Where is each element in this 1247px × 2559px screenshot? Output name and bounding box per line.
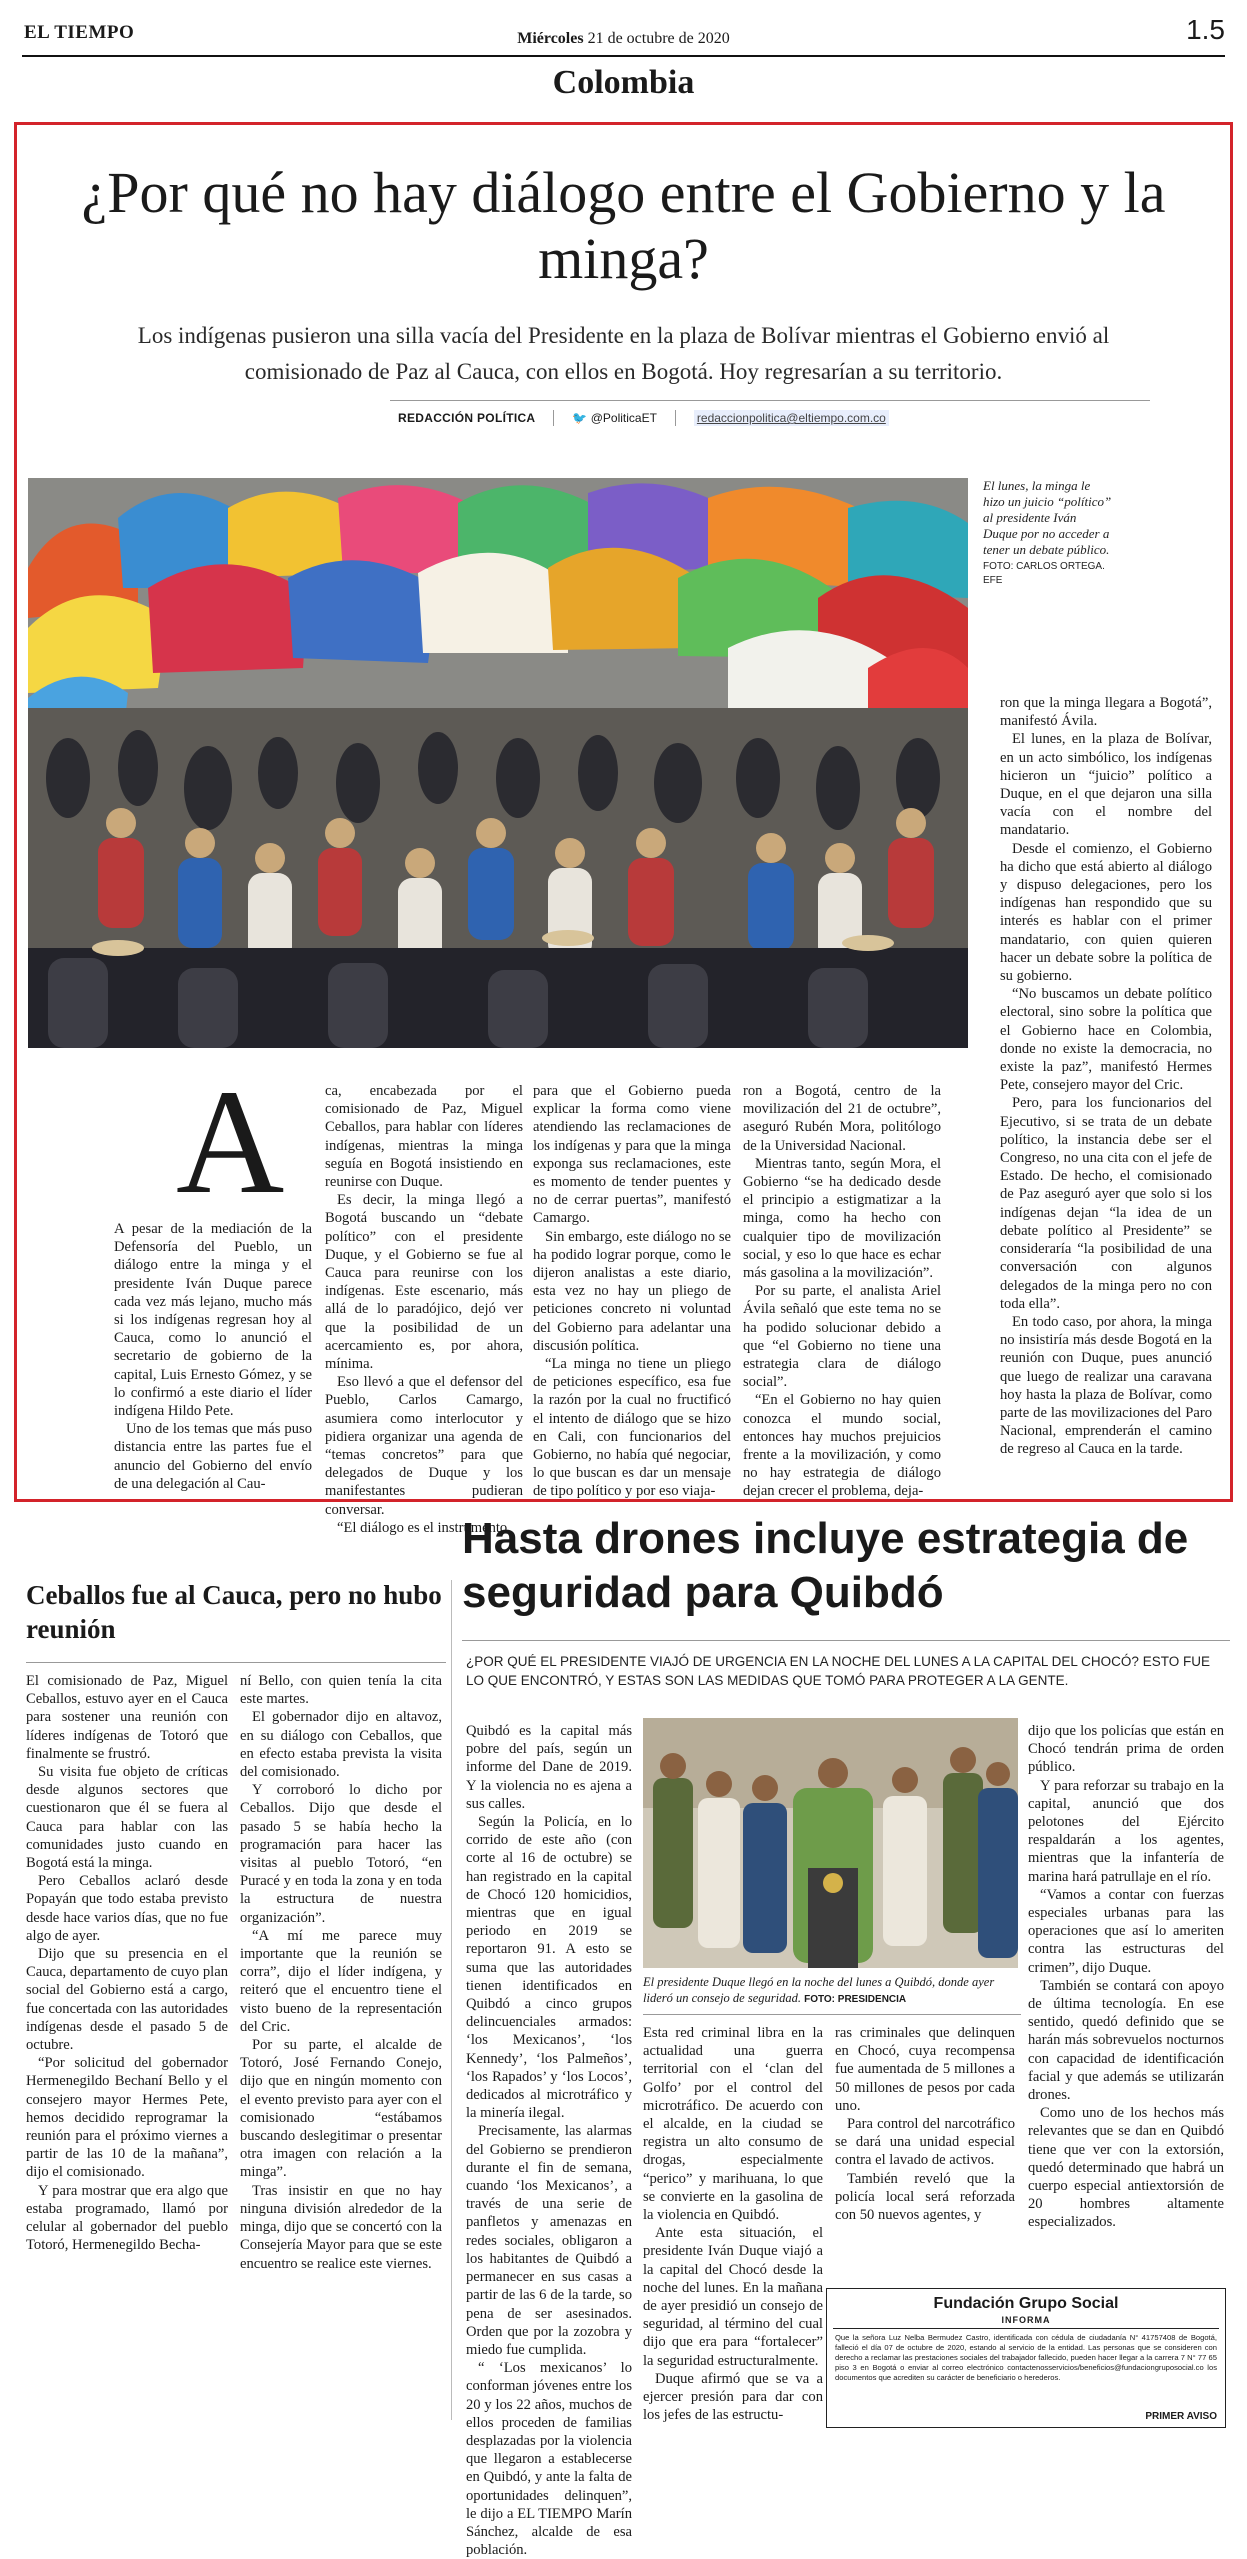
drones-kicker: ¿POR QUÉ EL PRESIDENTE VIAJÓ DE URGENCIA EN LA NOCHE DEL LUNES A LA CAPITAL DEL CHOCÓ? ESTO FUE LO QUE ENCONTRÓ, Y ESTAS SON LAS MEDIDAS QUE TOMÓ PARA PROTEGER A LA GENTE.	[466, 1654, 1210, 1688]
paragraph: “El diálogo es el instrumento	[337, 1519, 508, 1536]
twitter-icon: 🐦	[572, 411, 588, 425]
drones-photo-credit: FOTO: PRESIDENCIA	[804, 1994, 907, 2005]
paragraph: Tras insistir en que no hay ninguna división alrededor de la minga, dijo que se concertó con la Consejería Mayor para que se este encuentro se realice este viernes.	[240, 2182, 442, 2272]
byline-separator	[675, 410, 676, 426]
paragraph: Ante esta situación, el presidente Iván Duque viajó a la capital del Chocó desde la noche del lunes. En la mañana de ayer presidió un consejo de seguridad, al término del cual dijo que era para “fortalecer” la seguridad estructuralmente.	[643, 2225, 823, 2369]
drones-rule	[462, 1640, 1230, 1641]
drones-column-3	[835, 2024, 1015, 2224]
column-divider	[451, 1580, 452, 2420]
dateline	[0, 30, 1247, 48]
main-photo-credit: FOTO: CARLOS ORTEGA. EFE	[983, 561, 1105, 586]
paragraph: El lunes, en la plaza de Bolívar, en un acto simbólico, los indígenas hicieron un “juicio” político a Duque, en el que dejaron una silla vacía con el nombre del mandatario.	[1000, 731, 1212, 839]
paragraph: Por su parte, el alcalde de Totoró, José Fernando Conejo, dijo que en ningún momento con el evento previsto para ayer con el comisionado “estábamos buscando deslegitimar o presentar otra imagen con relación a la minga”.	[240, 2037, 442, 2181]
paragraph: Sin embargo, este diálogo no se ha podido lograr porque, como le dijeron analistas a este diario, esta vez no hay un pliego de peticiones concreto ni voluntad del Gobierno para adelantar una discusión política.	[533, 1228, 731, 1354]
paragraph: Y corroboró lo dicho por Ceballos. Dijo que desde el pasado 5 se había hecho la programación para hacer las visitas al pueblo Totoró, “en Puracé y en toda la zona y en toda la estructura de nuestra organización”.	[240, 1782, 442, 1926]
main-photo-caption-text: El lunes, la minga le hizo un juicio “político” al presidente Iván Duque por no acceder a tener un debate público.	[983, 478, 1112, 557]
paragraph: Y para mostrar que era algo que estaba programado, llamó por celular al gobernador del pueblo Totoró, Hermenegildo Becha-	[26, 2182, 228, 2254]
paragraph: Su visita fue objeto de críticas desde algunos sectores que cuestionaron que él se fuera al Cauca para hablar con las comunidades justo cuando en Bogotá está la minga.	[26, 1764, 228, 1872]
paragraph: para que el Gobierno pueda explicar la forma como viene atendiendo las reclamaciones de los indígenas y para que la minga exponga sus reclamaciones, este es momento de tender puentes y no de cerrar puertas”, manifestó Camargo.	[533, 1083, 731, 1227]
main-column-4	[743, 1082, 941, 1501]
drones-headline: Hasta drones incluye estrategia de seguridad para Quibdó	[462, 1514, 1189, 1617]
header-rule	[22, 55, 1225, 57]
byline-author: REDACCIÓN POLÍTICA	[398, 411, 536, 425]
paragraph: Uno de los temas que más puso distancia entre las partes fue el anuncio del Gobierno del envío de una delegación al Cau-	[114, 1421, 312, 1492]
drones-photo-caption-text: El presidente Duque llegó en la noche del lunes a Quibdó, donde ayer lideró un consejo de seguridad.	[643, 1975, 995, 2005]
main-photo	[28, 478, 968, 1048]
paragraph: Para control del narcotráfico se dará una unidad especial contra el lavado de activos.	[835, 2116, 1015, 2169]
ceballos-rule	[26, 1662, 446, 1663]
main-column-1	[114, 1220, 312, 1493]
paragraph: Mientras tanto, según Mora, el Gobierno “se ha dedicado desde el principio a estigmatizar a la minga, como ha hecho con cualquier tipo de movilización social, y eso lo que hace es echar más gasolina a la movilización”.	[743, 1155, 941, 1282]
paragraph: Según la Policía, en lo corrido de este año (con corte al 16 de octubre) se han registrado en la capital de Chocó 120 homicidios, mientras que en igual periodo en 2019 se reportaron 91. A esto se suma que las autoridades tienen identificados en Quibdó a cinco grupos delincuenciales armados: ‘los Mexicanos’, ‘los Kennedy’, ‘los Palmeños’, ‘los Rapados’ y ‘los Locos’, dedicados al microtráfico y la minería ilegal.	[466, 1814, 632, 2122]
drones-column-1	[466, 1722, 632, 2559]
paragraph: Y para reforzar su trabajo en la capital, anunció que dos pelotones del Ejército respaldarán a los agentes, mientras que la infantería de marina hará patrullaje en el río.	[1028, 1777, 1224, 1885]
paragraph: También se contará con apoyo de última tecnología. En ese sentido, quedó definido que se harán más sobrevuelos nocturnos con capacidad de identificación facial y que además se utilizarán drones.	[1028, 1977, 1224, 2104]
paragraph: Por su parte, el analista Ariel Ávila señaló que este tema no se ha podido solucionar debido a que “el Gobierno no tiene una estrategia clara de diálogo social”.	[743, 1283, 941, 1391]
drones-photo-caption	[643, 1974, 1021, 2008]
caption-rule	[643, 2014, 1021, 2015]
byline	[398, 410, 889, 426]
main-headline: ¿Por qué no hay diálogo entre el Gobierno y la minga?	[81, 160, 1166, 291]
paragraph: “Vamos a contar con fuerzas especiales urbanas para las operaciones que así lo ameriten contra las estructuras del crimen”, dijo Duque.	[1028, 1886, 1224, 1976]
paragraph: ní Bello, con quien tenía la cita este martes.	[240, 1673, 442, 1708]
drones-column-2	[643, 2024, 823, 2424]
paragraph: Duque afirmó que se va a ejercer presión para dar con los jefes de las estructu-	[643, 2370, 823, 2424]
paragraph: dijo que los policías que están en Chocó tendrán prima de orden público.	[1028, 1723, 1224, 1776]
paragraph: ron que la minga llegara a Bogotá”, manifestó Ávila.	[1000, 695, 1212, 730]
paragraph: “ ‘Los mexicanos’ lo conforman jóvenes entre los 20 y los 22 años, muchos de ellos proceden de familias desplazadas por la violencia que llegaron a establecerse en Quibdó, y ante la falta de oportunidades delinquen”, le dijo a EL TIEMPO Marín Sánchez, alcalde de esa población.	[466, 2360, 632, 2559]
paragraph: En todo caso, por ahora, la minga no insistiría más desde Bogotá en la reunión con Duque, pues anunció que luego de realizar una caravana hoy hasta la plaza de Bolívar, como parte de las movilizaciones del Paro Nacional, emprenderán el camino de regreso al Cauca en la tarde.	[1000, 1313, 1212, 1458]
ceballos-column-1	[26, 1672, 228, 2255]
byline-twitter-handle: @PoliticaET	[590, 411, 657, 425]
main-photo-caption	[983, 478, 1113, 588]
paragraph: “A mí me parece muy importante que la reunión se corra”, dijo el líder indígena, y reiteró que el encuentro tiene el visto bueno de la representación del Cric.	[240, 1927, 442, 2035]
byline-rule	[390, 400, 1150, 401]
paragraph: El gobernador dijo en altavoz, en su diálogo con Ceballos, que en efecto estaba prevista la visita del comisionado.	[240, 1709, 442, 1781]
paragraph: A pesar de la mediación de la Defensoría del Pueblo, un diálogo entre la minga y el presidente Iván Duque parece cada vez más lejano, mucho más si los indígenas regresan hoy al Cauca, como lo anunció el secretario de gobierno de la capital, Luis Ernesto Gómez, y se lo confirmó a este diario el líder indígena Hildo Pete.	[114, 1221, 312, 1420]
paragraph: El comisionado de Paz, Miguel Ceballos, estuvo ayer en el Cauca para sostener una reunión con líderes indígenas de Totoró que finalmente se frustró.	[26, 1673, 228, 1762]
paragraph: Dijo que su presencia en el Cauca, departamento de cuyo plan social del Gobierno está a cargo, fue concertada con las autoridades indígenas desde el pasado 5 de octubre.	[26, 1946, 228, 2054]
paragraph: Pero Ceballos aclaró desde Popayán que todo estaba previsto desde hace varios días, que no fue algo de ayer.	[26, 1873, 228, 1944]
paragraph: “En el Gobierno no hay quien conozca el mundo social, entonces hay muchos prejuicios frente a la movilización, y como no hay estrategia de diálogo dejan crecer el problema, deja-	[743, 1392, 941, 1500]
paragraph: Precisamente, las alarmas del Gobierno se prendieron durante el fin de semana, cuando ‘los Mexicanos’, a través de una serie de panfletos y amenazas en redes sociales, obligaron a los habitantes de Quibdó a permanecer en sus casas a partir de las 6 de la tarde, so pena de ser asesinados. Orden que por la zozobra y miedo fue cumplida.	[466, 2123, 632, 2358]
drop-cap: A	[176, 1059, 285, 1225]
paragraph: “Por solicitud del gobernador Hermenegildo Bechaní Bello y el consejero mayor Hermes Pete, hemos decidido reprogramar la reunión para el próximo viernes a partir de las 10 de la mañana”, dijo el comisionado.	[26, 2055, 228, 2181]
byline-separator	[553, 410, 554, 426]
paragraph: “La minga no tiene un pliego de peticiones específico, esa fue la razón por la cual no fructificó el intento de diálogo que se hizo en Cali, con funcionarios del Gobierno, no había qué negociar, lo que buscan es dar un mensaje de tipo político y por eso viaja-	[533, 1356, 731, 1500]
drones-photo	[643, 1718, 1018, 1968]
paragraph: “No buscamos un debate político electoral, sino sobre la política que el Gobierno hace en Colombia, donde no existe la democracia, no existe la paz”, manifestó Hermes Pete, consejero mayor del Cric.	[1000, 986, 1212, 1094]
page-number: 1.5	[1186, 14, 1225, 45]
security-council-photo	[643, 1718, 1018, 1968]
legal-notice-box	[826, 2288, 1226, 2428]
paragraph: Como uno de los hechos más relevantes que se dan en Quibdó tiene que ver con la extorsión, quedó determinado que habrá un cuerpo especial antiextorsión de 20 hombres altamente especializados.	[1028, 2105, 1224, 2231]
paragraph: Desde el comienzo, el Gobierno ha dicho que está abierto al diálogo y dispuso delegaciones, pero los indígenas han respondido que su interés es hablar con el primer mandatario, con quien quieren hacer un debate sobre la política de su gobierno.	[1000, 840, 1212, 985]
paragraph: ron a Bogotá, centro de la movilización del 21 de octubre”, aseguró Rubén Mora, politólogo de la Universidad Nacional.	[743, 1083, 941, 1154]
paragraph: Pero, para los funcionarios del Ejecutivo, si se trata de un debate político, la instancia debe ser el Congreso, no una cita con el jefe de Estado. De hecho, el comisionado de Paz aseguró ayer que solo si los indígenas dejan “la idea de un debate político al Presidente” se consideraría “la posibilidad de una conversación con algunos delegados de la minga pero no con toda ella”.	[1000, 1095, 1212, 1312]
masthead: EL TIEMPO	[24, 22, 135, 43]
dateline-date: 21 de octubre de 2020	[587, 30, 730, 47]
notice-body: Que la señora Luz Nelba Bermudez Castro, identificada con cédula de ciudadanía N° 41757408 de Bogotá, falleció el día 07 de octubre de 2020, estando al servicio de la entidad. Las personas que se consideren con derecho a reclamar las prestaciones sociales del trabajador fallecido, pueden hacer llegar a la carrera 7 N° 77 65 piso 3 en Bogotá o enviar al correo electrónico contactenosservicios/beneficios@fundaciongruposocial.co los documentos que acrediten su carácter de beneficiario o herederos.	[835, 2333, 1217, 2382]
notice-title: Fundación Grupo Social	[933, 2295, 1119, 2312]
main-column-5	[1000, 694, 1212, 1459]
ceballos-headline: Ceballos fue al Cauca, pero no hubo reunión	[26, 1580, 442, 1644]
paragraph: ras criminales que delinquen en Chocó, cuya recompensa fue aumentada de 5 millones a 50 millones de pesos por cada uno.	[835, 2025, 1015, 2114]
paragraph: Eso llevó a que el defensor del Pueblo, Carlos Camargo, asumiera como interlocutor y pidiera organizar una agenda de “temas concretos” para que delegados de Duque y los manifestantes pudieran conversar.	[325, 1374, 523, 1518]
minga-crowd-photo	[28, 478, 968, 1048]
drones-column-4	[1028, 1722, 1224, 2232]
byline-twitter[interactable]	[572, 411, 657, 425]
byline-email-link[interactable]: redaccionpolitica@eltiempo.com.co	[694, 410, 889, 426]
ceballos-column-2	[240, 1672, 442, 2273]
section-title: Colombia	[552, 64, 695, 101]
main-column-3	[533, 1082, 731, 1501]
notice-footer: PRIMER AVISO	[1145, 2411, 1217, 2422]
paragraph: Esta red criminal libra en la actualidad una guerra territorial con el ‘clan del Golfo’ por el control del microtráfico. De acuerdo con el alcalde, en la ciudad se registra un alto consumo de drogas, especialmente “perico” y marihuana, lo que se convierte en la gasolina de la violencia en Quibdó.	[643, 2025, 823, 2224]
paragraph: Quibdó es la capital más pobre del país, según un informe del Dane de 2019. Y la violencia no es ajena a sus calles.	[466, 1723, 632, 1812]
dateline-day: Miércoles	[517, 30, 584, 47]
paragraph: ca, encabezada por el comisionado de Paz, Miguel Ceballos, para hablar con líderes indígenas, mientras la minga seguía en Bogotá insistiendo en reunirse con Duque.	[325, 1083, 523, 1191]
main-column-2	[325, 1082, 523, 1537]
notice-subtitle: INFORMA	[833, 2315, 1219, 2329]
paragraph: También reveló que la policía local será reforzada con 50 nuevos agentes, y	[835, 2170, 1015, 2224]
main-dek: Los indígenas pusieron una silla vacía del Presidente en la plaza de Bolívar mientras el Gobierno envió al comisionado de Paz al Cauca, con ellos en Bogotá. Hoy regresarían a su territorio.	[137, 323, 1110, 384]
crowd	[28, 708, 968, 1048]
paragraph: Es decir, la minga llegó a Bogotá buscando un “debate político” con el presidente Duque, y el Gobierno se fue al Cauca para reunirse con los indígenas. Este escenario, más allá de lo paradójico, dejó ver que la posibilidad de un acercamiento es, por ahora, mínima.	[325, 1192, 523, 1373]
